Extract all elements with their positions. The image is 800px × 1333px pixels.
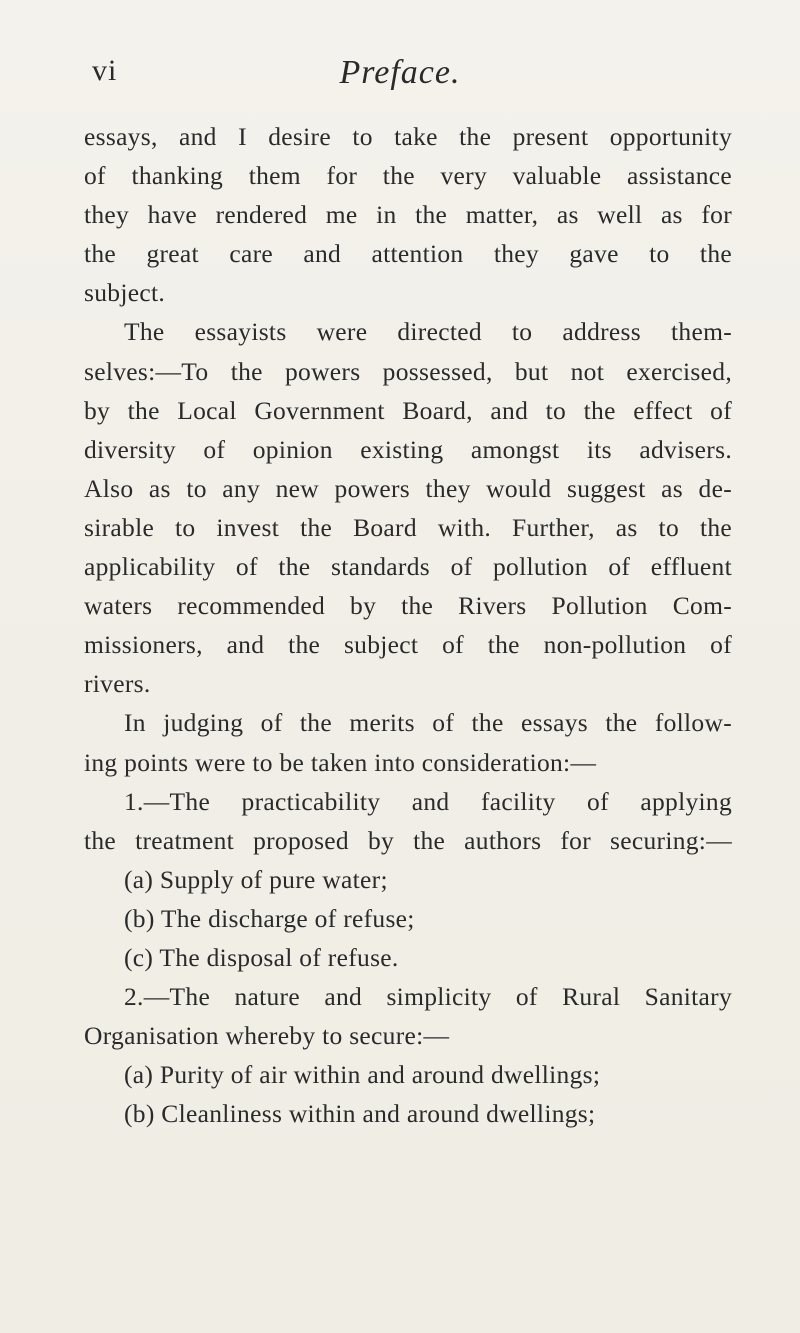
text-line: sirable to invest the Board with. Further, as to the [84,512,732,542]
sub-item-line: (a) Supply of pure water; [124,864,388,894]
sub-item-line: (b) The discharge of refuse; [124,903,415,933]
text-line: ing points were to be taken into consideration:— [84,747,597,777]
text-line: rivers. [84,669,151,699]
text-line: the treatment proposed by the authors for securing:— [84,825,732,855]
text-line: of thanking them for the very valuable assistance [84,161,732,191]
sub-item-line: (a) Purity of air within and around dwellings; [124,1060,601,1090]
text-line: applicability of the standards of pollution of effluent [84,552,732,582]
numbered-item-line: 2.—The nature and simplicity of Rural Sanitary [124,982,732,1012]
text-line: essays, and I desire to take the present opportunity [84,122,732,151]
numbered-item-line: 1.—The practicability and facility of applying [124,786,732,816]
page-header [70,54,730,94]
paragraph-start-line: In judging of the merits of the essays the follow- [124,708,732,738]
sub-item-line: (b) Cleanliness within and around dwellings; [124,1099,596,1129]
running-title: Preface. [339,54,461,91]
text-line: diversity of opinion existing amongst its advisers. [84,434,732,464]
text-line: Also as to any new powers they would suggest as de- [84,473,732,503]
text-line: missioners, and the subject of the non-pollution of [84,630,732,660]
preface-body-text [84,117,732,1133]
text-line: Organisation whereby to secure:— [84,1021,450,1051]
text-line: by the Local Government Board, and to the effect of [84,395,732,425]
page-number: vi [92,54,118,87]
text-line: the great care and attention they gave to the [84,239,732,269]
text-line: selves:—To the powers possessed, but not exercised, [84,356,732,386]
text-line: they have rendered me in the matter, as well as for [84,200,732,230]
text-line: waters recommended by the Rivers Pollution Com- [84,591,732,621]
paragraph-start-line: The essayists were directed to address them- [124,317,732,347]
sub-item-line: (c) The disposal of refuse. [124,942,399,972]
text-line: subject. [84,278,166,308]
